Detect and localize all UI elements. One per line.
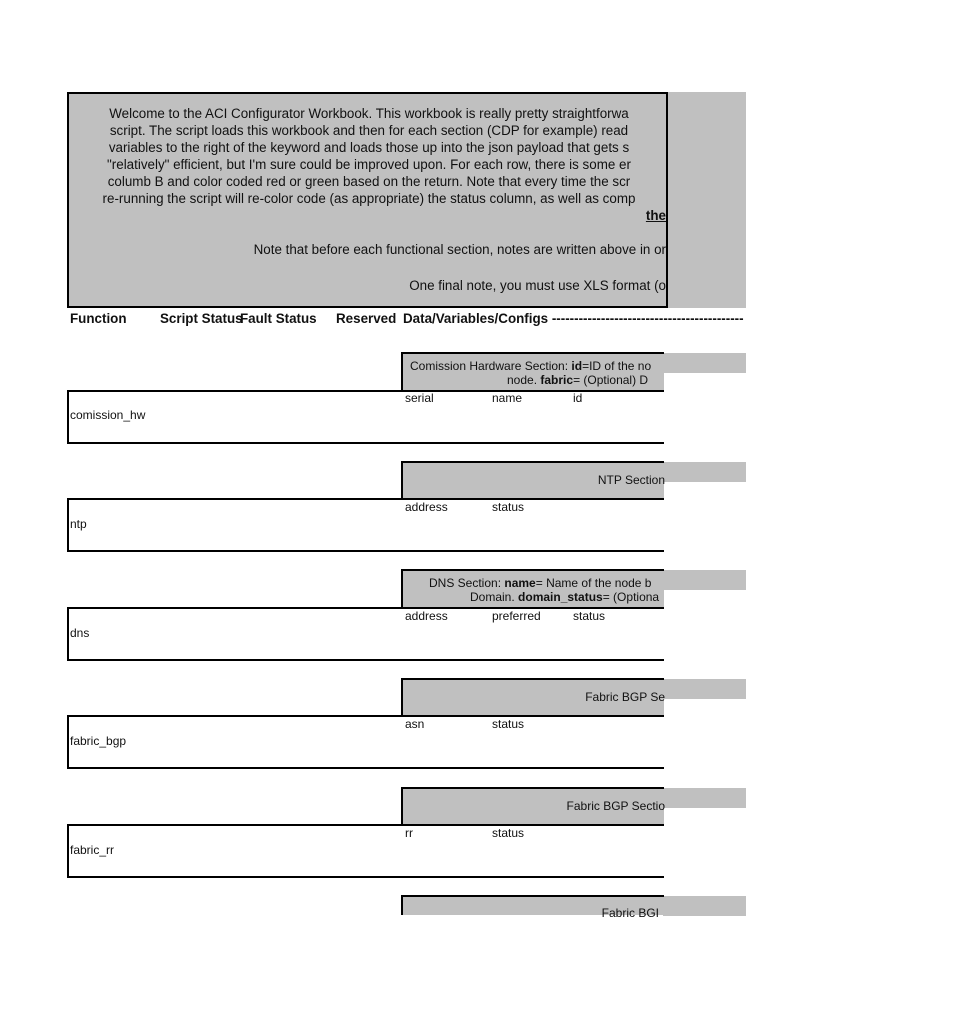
section-overflow-fill [663, 679, 746, 699]
function-name[interactable]: dns [70, 626, 90, 640]
intro-line: re-running the script will re-color code (as appropriate) the status column, as well as comp [102, 191, 636, 206]
intro-line: variables to the right of the keyword and loads those up into the json payload that gets s [108, 140, 630, 155]
intro-line: "relatively" efficient, but I'm sure could be improved upon. For each row, there is some er [107, 157, 631, 172]
intro-line: columb B and color coded red or green based on the return. Note that every time the scr [107, 174, 631, 189]
column-label: status [492, 717, 525, 731]
row-fabric-bgp[interactable] [67, 715, 664, 769]
header-data-configs: Data/Variables/Configs ------------------------------------------- [403, 311, 744, 326]
column-label: id [573, 391, 583, 405]
section-header-dns: DNS Section: name= Name of the node b Domain. domain_status= (Optiona [401, 569, 664, 607]
section-overflow-fill [663, 896, 746, 916]
section-header-fabric-bgp-partial: Fabric BGI [401, 895, 664, 915]
column-label: status [492, 826, 525, 840]
column-label: address [405, 609, 448, 623]
intro-notes-box [67, 92, 668, 308]
section-header-fabric-rr: Fabric BGP Sectio [401, 787, 664, 825]
column-label: serial [405, 391, 434, 405]
section-overflow-fill [663, 788, 746, 808]
header-fault-status: Fault Status [240, 311, 317, 326]
function-name[interactable]: ntp [70, 517, 87, 531]
row-ntp[interactable] [67, 498, 664, 552]
function-name[interactable]: fabric_rr [70, 843, 115, 857]
column-label: status [573, 609, 606, 623]
intro-bold-tail: the [645, 208, 666, 223]
intro-note-format: One final note, you must use XLS format (o [409, 278, 666, 293]
column-label: address [405, 500, 448, 514]
intro-line: script. The script loads this workbook and then for each section (CDP for example) read [109, 123, 629, 138]
header-function: Function [70, 311, 127, 326]
column-label: rr [405, 826, 413, 840]
header-script-status: Script Status [160, 311, 243, 326]
section-header-ntp: NTP Section [401, 461, 664, 499]
section-header-comission-hw: Comission Hardware Section: id=ID of the no node. fabric= (Optional) D [401, 352, 664, 390]
column-label: name [492, 391, 523, 405]
intro-note-sections: Note that before each functional section, notes are written above in or [253, 242, 666, 257]
intro-line: Welcome to the ACI Configurator Workbook. This workbook is really pretty straightforwa [109, 106, 629, 121]
section-overflow-fill [663, 462, 746, 482]
column-label: status [492, 500, 525, 514]
function-name[interactable]: fabric_bgp [70, 734, 127, 748]
section-header-fabric-bgp: Fabric BGP Se [401, 678, 664, 716]
column-label: asn [405, 717, 425, 731]
header-reserved: Reserved [336, 311, 397, 326]
row-fabric-rr[interactable] [67, 824, 664, 878]
function-name[interactable]: comission_hw [70, 408, 146, 422]
column-label: preferred [492, 609, 541, 623]
